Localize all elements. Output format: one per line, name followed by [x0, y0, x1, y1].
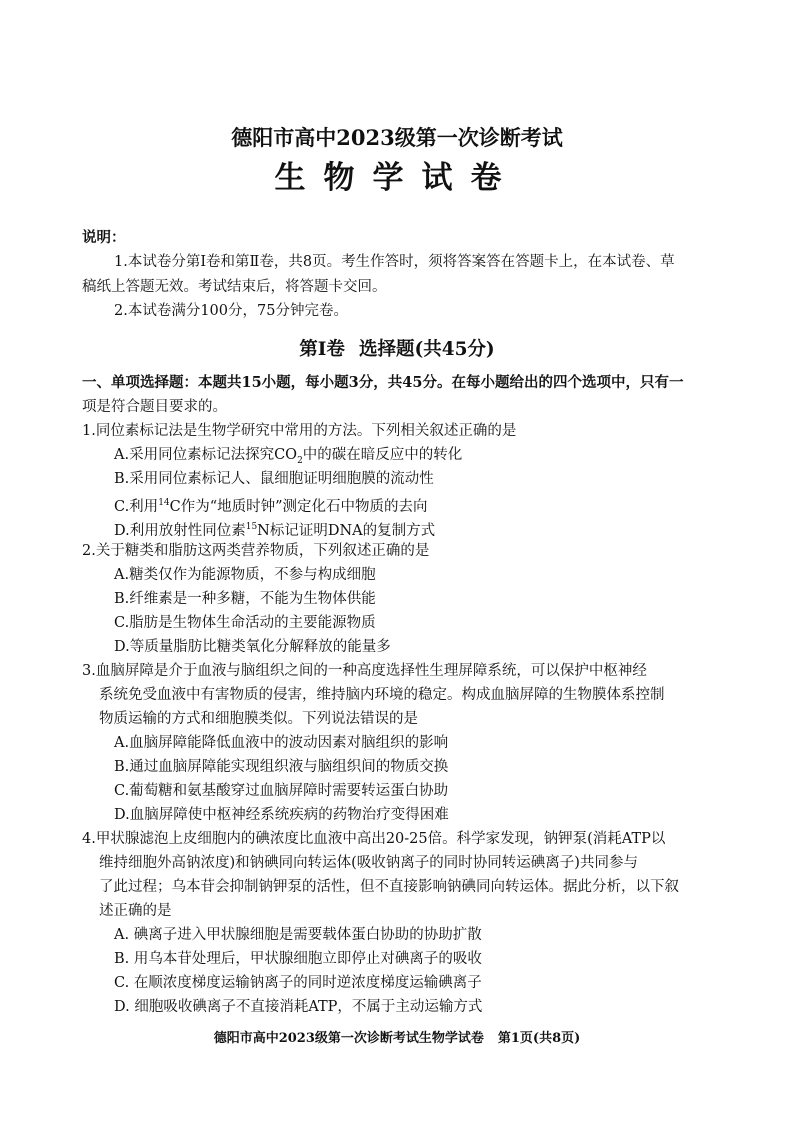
instructions-heading: 说明： — [82, 229, 126, 246]
q4-stem-line-3: 了此过程；乌本苷会抑制钠钾泵的活性，但不直接影响钠碘同向转运体。据此分析，以下叙 — [99, 879, 679, 895]
exam-title: 德阳市高中2023级第一次诊断考试 — [231, 125, 563, 150]
q3-stem-line-3: 物质运输的方式和细胞膜类似。下列说法错误的是 — [99, 711, 418, 727]
instruction-1-line-1: 1.本试卷分第Ⅰ卷和第Ⅱ卷，共8页。考生作答时，须将答案答在答题卡上，在本试卷、草 — [114, 254, 675, 270]
q1-a-text-end: 中的碳在暗反应中的转化 — [302, 447, 463, 463]
q2-option-b: B.纤维素是一种多糖，不能为生物体供能 — [114, 591, 376, 607]
instruction-2: 2.本试卷满分100分，75分钟完卷。 — [114, 303, 348, 319]
q3-stem-line-1: 3.血脑屏障是介于血液与脑组织之间的一种高度选择性生理屏障系统，可以保护中枢神经 — [82, 663, 647, 679]
section-number: 第Ⅰ卷 — [299, 339, 345, 360]
paper-title: 生物学试卷 — [274, 160, 520, 196]
q1-option-c — [114, 494, 428, 516]
q4-option-d: D. 细胞吸收碘离子不直接消耗ATP，不属于主动运输方式 — [114, 999, 483, 1015]
q1-d-superscript: 15 — [245, 522, 258, 532]
footer-page-info: 第1页(共8页) — [497, 1031, 581, 1046]
q3-option-d: D.血脑屏障使中枢神经系统疾病的药物治疗变得困难 — [114, 807, 449, 823]
q3-option-a: A.血脑屏障能降低血液中的波动因素对脑组织的影响 — [114, 735, 449, 751]
q1-stem: 1.同位素标记法是生物学研究中常用的方法。下列相关叙述正确的是 — [82, 423, 517, 439]
q2-stem: 2.关于糖类和脂肪这两类营养物质，下列叙述正确的是 — [82, 543, 430, 559]
q1-c-superscript: 14 — [158, 498, 170, 508]
q1-a-text: A.采用同位素标记法探究CO — [114, 447, 298, 463]
q1-option-b: B.采用同位素标记人、鼠细胞证明细胞膜的流动性 — [114, 471, 434, 487]
q4-option-a: A. 碘离子进入甲状腺细胞是需要载体蛋白协助的协助扩散 — [114, 927, 482, 943]
q1-option-a — [114, 446, 462, 470]
q3-stem-line-2: 系统免受血液中有害物质的侵害，维持脑内环境的稳定。构成血脑屏障的生物膜体系控制 — [99, 687, 665, 703]
q1-d-text-end: N标记证明DNA的复制方式 — [257, 522, 436, 539]
q4-stem-line-1: 4.甲状腺滤泡上皮细胞内的碘浓度比血液中高出20-25倍。科学家发现，钠钾泵(消耗ATP以 — [82, 831, 666, 847]
q1-d-text: D.利用放射性同位素 — [114, 522, 246, 539]
q1-option-d — [114, 518, 435, 540]
section-subtitle: 选择题(共45分) — [358, 339, 495, 360]
q4-option-b: B. 用乌本苷处理后，甲状腺细胞立即停止对碘离子的吸收 — [114, 951, 482, 967]
q4-stem-line-4: 述正确的是 — [99, 903, 172, 919]
q3-option-b: B.通过血脑屏障能实现组织液与脑组织间的物质交换 — [114, 759, 449, 775]
q1-c-text-end: C作为“地质时钟”测定化石中物质的去向 — [169, 498, 428, 515]
q1-a-subscript: 2 — [297, 455, 303, 466]
section-intro-line-1-text: 一、单项选择题：本题共15小题，每小题3分，共45分。在每小题给出的四个选项中，只有一 — [82, 374, 684, 391]
q2-option-a: A.糖类仅作为能源物质，不参与构成细胞 — [114, 567, 376, 583]
section-intro-line-1 — [82, 374, 683, 392]
instruction-1-line-2: 稿纸上答题无效。考试结束后，将答题卡交回。 — [82, 279, 387, 295]
page-footer — [0, 1027, 794, 1046]
footer-exam-name: 德阳市高中2023级第一次诊断考试生物学试卷 — [213, 1031, 484, 1046]
section-title — [0, 335, 794, 361]
section-intro-line-2: 项是符合题目要求的。 — [82, 399, 227, 415]
q2-option-d: D.等质量脂肪比糖类氧化分解释放的能量多 — [114, 639, 391, 655]
q1-c-text: C.利用 — [114, 498, 159, 515]
q3-option-c: C.葡萄糖和氨基酸穿过血脑屏障时需要转运蛋白协助 — [114, 783, 449, 799]
q4-option-c: C. 在顺浓度梯度运输钠离子的同时逆浓度梯度运输碘离子 — [114, 975, 482, 991]
q4-stem-line-2: 维持细胞外高钠浓度)和钠碘同向转运体(吸收钠离子的同时协同转运碘离子)共同参与 — [99, 855, 638, 871]
q2-option-c: C.脂肪是生物体生命活动的主要能源物质 — [114, 615, 376, 631]
